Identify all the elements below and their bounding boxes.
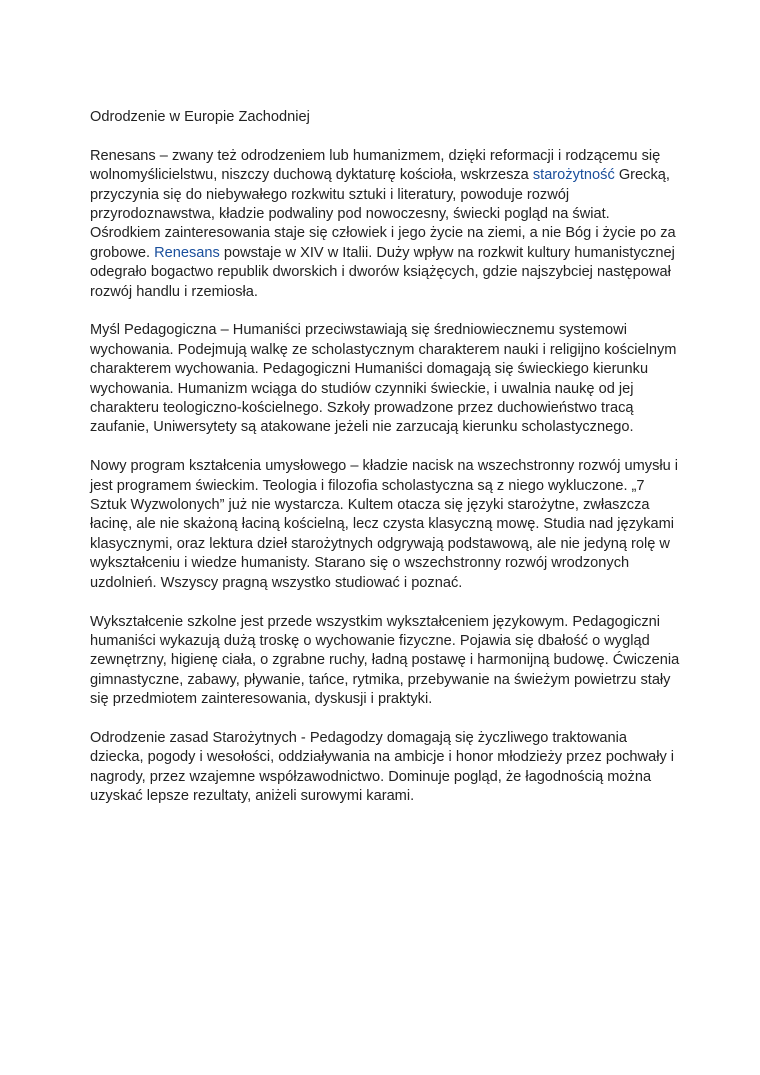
paragraph-renesans-text-c: powstaje w XIV w Italii. Duży wpływ na rozkwit kultury humanistycznej odegrało bogactwo republik dworskich i dworów książęcych, gdzie najszybciej następował rozwój handlu i rzemiosła. — [90, 244, 675, 300]
document-page — [90, 108, 680, 826]
paragraph-renesans-text-a: Renesans – zwany też odrodzeniem lub humanizmem, dzięki reformacji i rodzącemu się wolnomyślicielstwu, niszczy duchową dyktaturę kościoła, wskrzesza — [90, 147, 661, 184]
paragraph-nowy-program: Nowy program kształcenia umysłowego – kładzie nacisk na wszechstronny rozwój umysłu i jest programem świeckim. Teologia i filozofia scholastyczna są z niego wykluczone. „7 Sztuk Wyzwolonych” już nie wystarcza. Kultem otacza się języki starożytne, zwłaszcza łacinę, ale nie skażoną łaciną kościelną, lecz czysta klasyczną mowę. Studia nad językami klasycznymi, oraz lektura dzieł starożytnych odgrywają podstawową, ale nie jedyną rolę w wykształceniu i wiedze humanisty. Starano się o wszechstronny rozwój wrodzonych uzdolnień. Wszyscy pragną wszystko studiować i poznać. — [90, 458, 679, 591]
paragraph-odrodzenie-zasad: Odrodzenie zasad Starożytnych - Pedagodzy domagają się życzliwego traktowania dziecka, pogody i wesołości, oddziaływania na ambicje i honor młodzieży przez pochwały i nagrody, przez wzajemne współzawodnictwo. Dominuje pogląd, że łagodnością można uzyskać lepsze rezultaty, aniżeli surowymi karami. — [90, 729, 675, 805]
document-title: Odrodzenie w Europie Zachodniej — [90, 109, 310, 125]
link-starozytnosc[interactable]: starożytność — [532, 167, 615, 184]
link-renesans[interactable]: Renesans — [154, 244, 220, 261]
paragraph-renesans-text-b: Grecką, przyczynia się do niebywałego rozkwitu sztuki i literatury, powoduje rozwój przyrodoznawstwa, kładzie podwaliny pod nowoczesny, świecki pogląd na świat. Ośrodkiem zainteresowania staje się człowiek i jego życie na ziemi, a nie Bóg i życie po za grobowe. — [90, 167, 676, 261]
paragraph-mysl-pedagogiczna: Myśl Pedagogiczna – Humaniści przeciwstawiają się średniowiecznemu systemowi wychowania. Podejmują walkę ze scholastycznym charakterem nauki i religijno kościelnym charakterem wychowania. Pedagogiczni Humaniści domagają się świeckiego kierunku wychowania. Humanizm wciąga do studiów czynniki świeckie, i uwalnia naukę od jej charakteru teologiczno-kościelnego. Szkoły prowadzone przez duchowieństwo tracą zaufanie, Uniwersytety są atakowane jeżeli nie zarzucają kierunku scholastycznego. — [90, 322, 677, 436]
paragraph-renesans — [90, 147, 680, 302]
paragraph-wyksztalcenie-szkolne: Wykształcenie szkolne jest przede wszystkim wykształceniem językowym. Pedagogiczni humaniści wykazują dużą troskę o wychowanie fizyczne. Pojawia się dbałość o wygląd zewnętrzny, higienę ciała, o zgrabne ruchy, ładną postawę i harmonijną budowę. Ćwiczenia gimnastyczne, zabawy, pływanie, tańce, rytmika, przebywanie na świeżym powietrzu stały się przedmiotem zainteresowania, dyskusji i praktyki. — [90, 613, 680, 708]
